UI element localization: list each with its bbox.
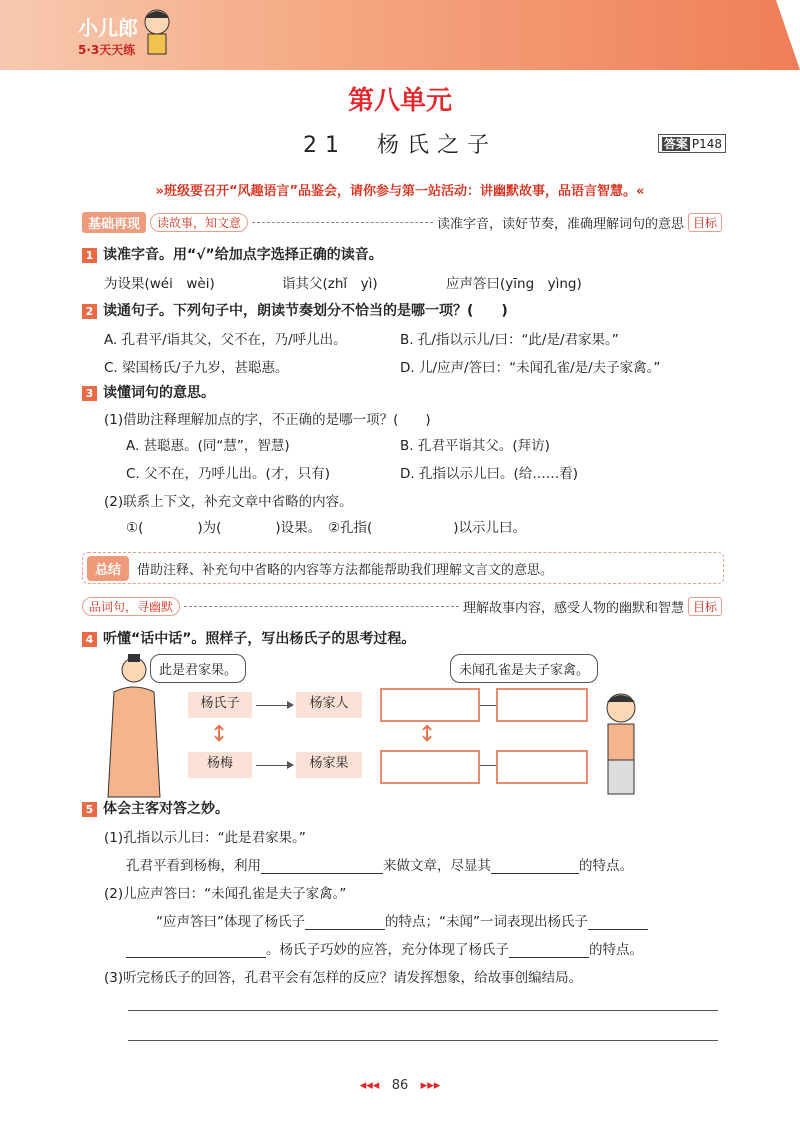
q2-option-d[interactable]: D. 儿/应声/答曰：“未闻孔雀/是/夫子家禽。” <box>400 360 661 376</box>
question-5: 5 体会主客对答之妙。 <box>82 798 229 818</box>
q3-option-b[interactable]: B. 孔君平诣其父。(拜访) <box>400 438 550 454</box>
blank-field[interactable] <box>126 957 266 958</box>
speech-bubble-right: 未闻孔雀是夫子家禽。 <box>450 654 598 683</box>
page-number: 86 <box>391 1078 409 1093</box>
blank-field[interactable] <box>261 873 383 874</box>
answer-box-3[interactable] <box>380 750 480 784</box>
blank-field[interactable] <box>305 929 385 930</box>
yang-boy-figure-icon <box>596 690 646 800</box>
q3-sub2: (2)联系上下文，补充文章中省略的内容。 <box>104 494 353 510</box>
answer-box-4[interactable] <box>496 750 588 784</box>
q2-option-b[interactable]: B. 孔/指以示儿/曰：“此/是/君家果。” <box>400 332 619 348</box>
section-humor-header: 品词句，寻幽默 理解故事内容，感受人物的幽默和智慧 目标 <box>82 594 722 618</box>
box-yang-jia-guo: 杨家果 <box>296 752 362 778</box>
section-basic-header: 基础再现 读故事，知文意 读准字音，读好节奏，准确理解词句的意思 目标 <box>82 210 722 234</box>
box-yang-mei: 杨梅 <box>188 752 252 778</box>
question-1: 1 读准字音。用“√”给加点字选择正确的读音。 <box>82 244 383 264</box>
q3-option-a[interactable]: A. 甚聪惠。(同“慧”，智慧) <box>126 438 290 454</box>
answer-box-1[interactable] <box>380 688 480 722</box>
box-yang-shi-zi: 杨氏子 <box>188 692 252 718</box>
speech-bubble-left: 此是君家果。 <box>150 654 246 683</box>
arrow-icon <box>256 705 292 706</box>
double-arrow-icon: ↕ <box>210 722 229 747</box>
q1-item-1: 为设果(wéi wèi) <box>104 276 215 292</box>
answer-ref[interactable]: 答案 P148 <box>658 134 726 153</box>
mascot-icon <box>140 8 174 58</box>
question-2: 2 读通句子。下列句子中，朗读节奏划分不恰当的是哪一项？( ) <box>82 300 508 320</box>
q1-item-2: 诣其父(zhǐ yì) <box>282 276 378 292</box>
q5-sub3: (3)听完杨氏子的回答，孔君平会有怎样的反应？请发挥想象，给故事创编结局。 <box>104 970 583 986</box>
q1-item-3: 应声答曰(yīng yìng) <box>446 276 582 292</box>
q2-option-a[interactable]: A. 孔君平/诣其父，父不在，乃/呼儿出。 <box>104 332 347 348</box>
q3-fill[interactable]: ①( )为( )设果。 ②孔指( )以示儿曰。 <box>126 520 527 536</box>
summary-box: 总结 借助注释、补充句中省略的内容等方法都能帮助我们理解文言文的意思。 <box>82 552 724 584</box>
lesson-title: 21 杨氏之子 <box>303 133 497 158</box>
q5-line1: 孔君平看到杨梅，利用 来做文章，尽显其 的特点。 <box>126 858 633 874</box>
blank-field[interactable] <box>509 957 589 958</box>
next-arrows-icon: ▸▸▸ <box>420 1078 441 1093</box>
page-footer <box>0 1078 800 1093</box>
question-4: 4 听懂“话中话”。照样子，写出杨氏子的思考过程。 <box>82 628 415 648</box>
prev-arrows-icon: ◂◂◂ <box>359 1078 380 1093</box>
question-3: 3 读懂词句的意思。 <box>82 382 215 402</box>
activity-banner: »班级要召开“风趣语言”品鉴会，请你参与第一站活动：讲幽默故事，品语言智慧。« <box>155 184 645 199</box>
arrow-icon <box>256 765 292 766</box>
q5-line2: “应声答曰”体现了杨氏子 的特点；“未闻”一词表现出杨氏子 <box>156 910 648 930</box>
q5-line3: 。杨氏子巧妙的应答，充分体现了杨氏子 的特点。 <box>126 938 643 958</box>
q5-sub1: (1)孔指以示儿曰：“此是君家果。” <box>104 830 306 846</box>
blank-field[interactable] <box>491 873 579 874</box>
unit-title: 第八单元 <box>347 86 452 116</box>
box-yang-jia-ren: 杨家人 <box>296 692 362 718</box>
brand-logo: 小儿郎 5·3天天练 <box>78 16 138 57</box>
double-arrow-icon: ↕ <box>418 722 437 747</box>
q3-option-d[interactable]: D. 孔指以示儿曰。(给……看) <box>400 466 579 482</box>
writing-line[interactable] <box>128 1040 718 1041</box>
q5-sub2: (2)儿应声答曰：“未闻孔雀是夫子家禽。” <box>104 886 347 902</box>
blank-field[interactable] <box>588 929 648 930</box>
answer-box-2[interactable] <box>496 688 588 722</box>
q3-sub1: (1)借助注释理解加点的字，不正确的是哪一项？( ) <box>104 412 431 428</box>
q3-option-c[interactable]: C. 父不在，乃呼儿出。(才，只有) <box>126 466 331 482</box>
q2-option-c[interactable]: C. 梁国杨氏/子九岁，甚聪惠。 <box>104 360 289 376</box>
writing-line[interactable] <box>128 1010 718 1011</box>
